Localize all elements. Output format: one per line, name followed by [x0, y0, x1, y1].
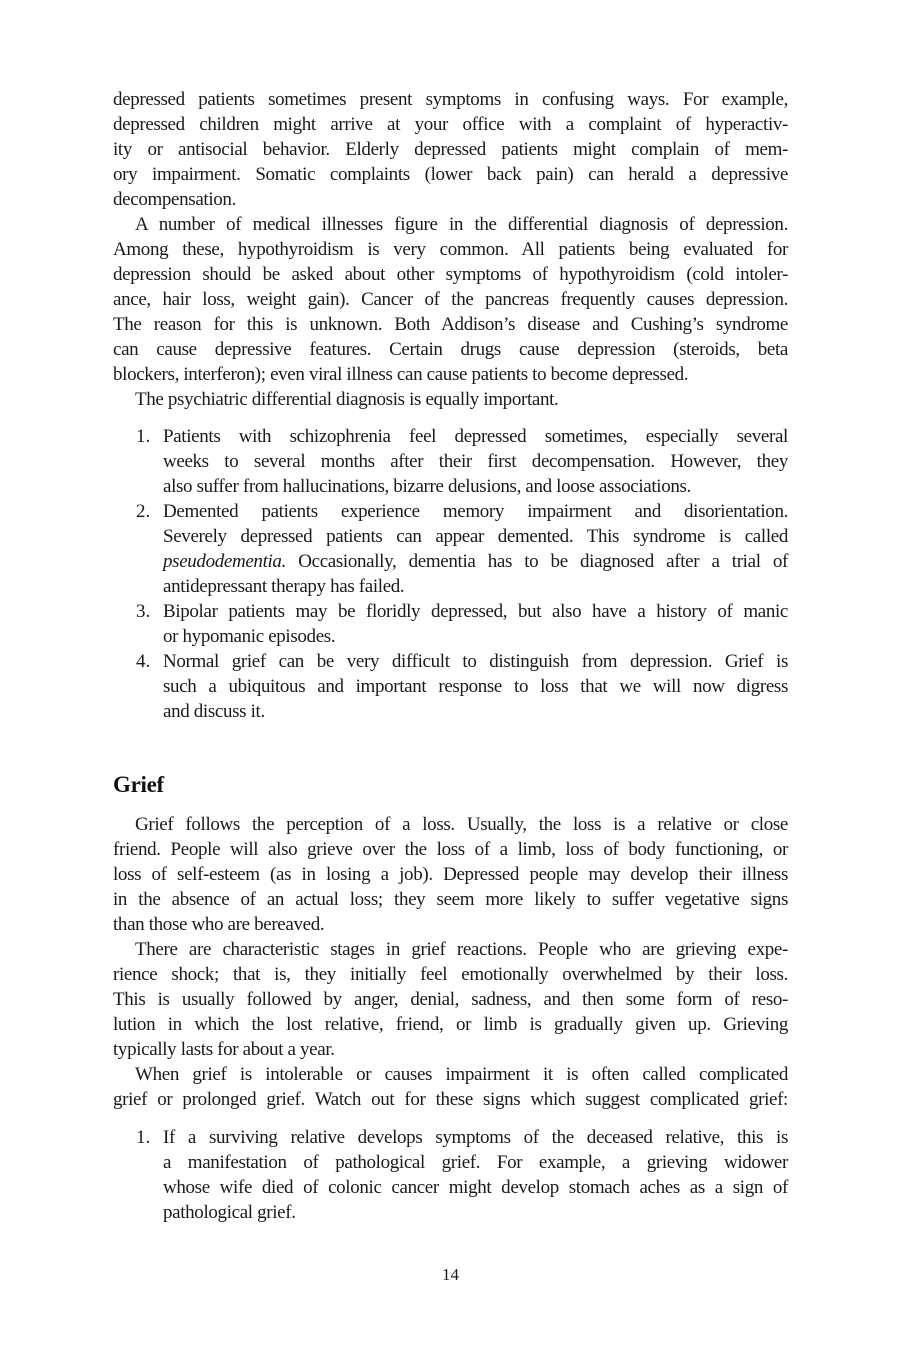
text-line: Among these, hypothyroidism is very common. All patients being evaluated for: [113, 239, 788, 260]
text-line: depression should be asked about other symptoms of hypothyroidism (cold intoler-: [113, 264, 788, 285]
text-line: and discuss it.: [163, 701, 265, 722]
list-number: 3.: [136, 601, 151, 622]
text-line: blockers, interferon); even viral illness can cause patients to become depressed.: [113, 364, 689, 385]
text-line: The reason for this is unknown. Both Addison’s disease and Cushing’s syndrome: [113, 314, 788, 335]
text-line: Bipolar patients may be floridly depressed, but also have a history of manic: [163, 601, 788, 622]
text-line: a manifestation of pathological grief. For example, a grieving widower: [163, 1152, 788, 1173]
list-number: 1.: [136, 1127, 151, 1148]
text-line: such a ubiquitous and important response to loss that we will now digress: [163, 676, 788, 697]
text-line: than those who are bereaved.: [113, 914, 325, 935]
text-line: When grief is intolerable or causes impairment it is often called complicated: [135, 1064, 788, 1085]
text-line: also suffer from hallucinations, bizarre delusions, and loose associations.: [163, 476, 691, 497]
text-line: A number of medical illnesses figure in the differential diagnosis of depression.: [135, 214, 788, 235]
text-span: Occasionally, dementia has to be diagnosed after a trial of: [298, 551, 788, 572]
text-line: Demented patients experience memory impairment and disorientation.: [163, 501, 788, 522]
list-number: 4.: [136, 651, 151, 672]
text-line: grief or prolonged grief. Watch out for these signs which suggest complicated grief:: [113, 1089, 788, 1110]
text-line: ance, hair loss, weight gain). Cancer of the pancreas frequently causes depression.: [113, 289, 788, 310]
text-line: decompensation.: [113, 189, 236, 210]
text-line: pathological grief.: [163, 1202, 296, 1223]
text-line: in the absence of an actual loss; they seem more likely to suffer vegetative signs: [113, 889, 788, 910]
text-line: Normal grief can be very difficult to distinguish from depression. Grief is: [163, 651, 788, 672]
text-line: Severely depressed patients can appear demented. This syndrome is called: [163, 526, 788, 547]
text-line: depressed children might arrive at your office with a complaint of hyperactiv-: [113, 114, 788, 135]
italic-term: pseudodementia.: [163, 551, 286, 572]
text-line: friend. People will also grieve over the loss of a limb, loss of body functioning, or: [113, 839, 788, 860]
text-line: This is usually followed by anger, denial, sadness, and then some form of reso-: [113, 989, 788, 1010]
text-line: Grief follows the perception of a loss. Usually, the loss is a relative or close: [135, 814, 788, 835]
text-line: lution in which the lost relative, friend, or limb is gradually given up. Grieving: [113, 1014, 788, 1035]
text-line-with-term: [163, 549, 788, 574]
text-line: typically lasts for about a year.: [113, 1039, 335, 1060]
text-line: The psychiatric differential diagnosis is equally important.: [135, 389, 559, 410]
text-line: rience shock; that is, they initially feel emotionally overwhelmed by their loss.: [113, 964, 788, 985]
text-line: whose wife died of colonic cancer might develop stomach aches as a sign of: [163, 1177, 788, 1198]
text-line: ity or antisocial behavior. Elderly depressed patients might complain of mem-: [113, 139, 788, 160]
text-line: antidepressant therapy has failed.: [163, 576, 405, 597]
text-line: ory impairment. Somatic complaints (lower back pain) can herald a depressive: [113, 164, 788, 185]
page-number: 14: [442, 1265, 459, 1284]
text-line: Patients with schizophrenia feel depressed sometimes, especially several: [163, 426, 788, 447]
section-heading: Grief: [113, 772, 164, 797]
text-line: loss of self-esteem (as in losing a job). Depressed people may develop their illness: [113, 864, 788, 885]
text-line: weeks to several months after their first decompensation. However, they: [163, 451, 788, 472]
list-number: 1.: [136, 426, 151, 447]
text-line: can cause depressive features. Certain drugs cause depression (steroids, beta: [113, 339, 788, 360]
text-line: If a surviving relative develops symptoms of the deceased relative, this is: [163, 1127, 788, 1148]
text-line: depressed patients sometimes present symptoms in confusing ways. For example,: [113, 89, 788, 110]
text-line: or hypomanic episodes.: [163, 626, 336, 647]
text-line: There are characteristic stages in grief reactions. People who are grieving expe-: [135, 939, 788, 960]
list-number: 2.: [136, 501, 151, 522]
